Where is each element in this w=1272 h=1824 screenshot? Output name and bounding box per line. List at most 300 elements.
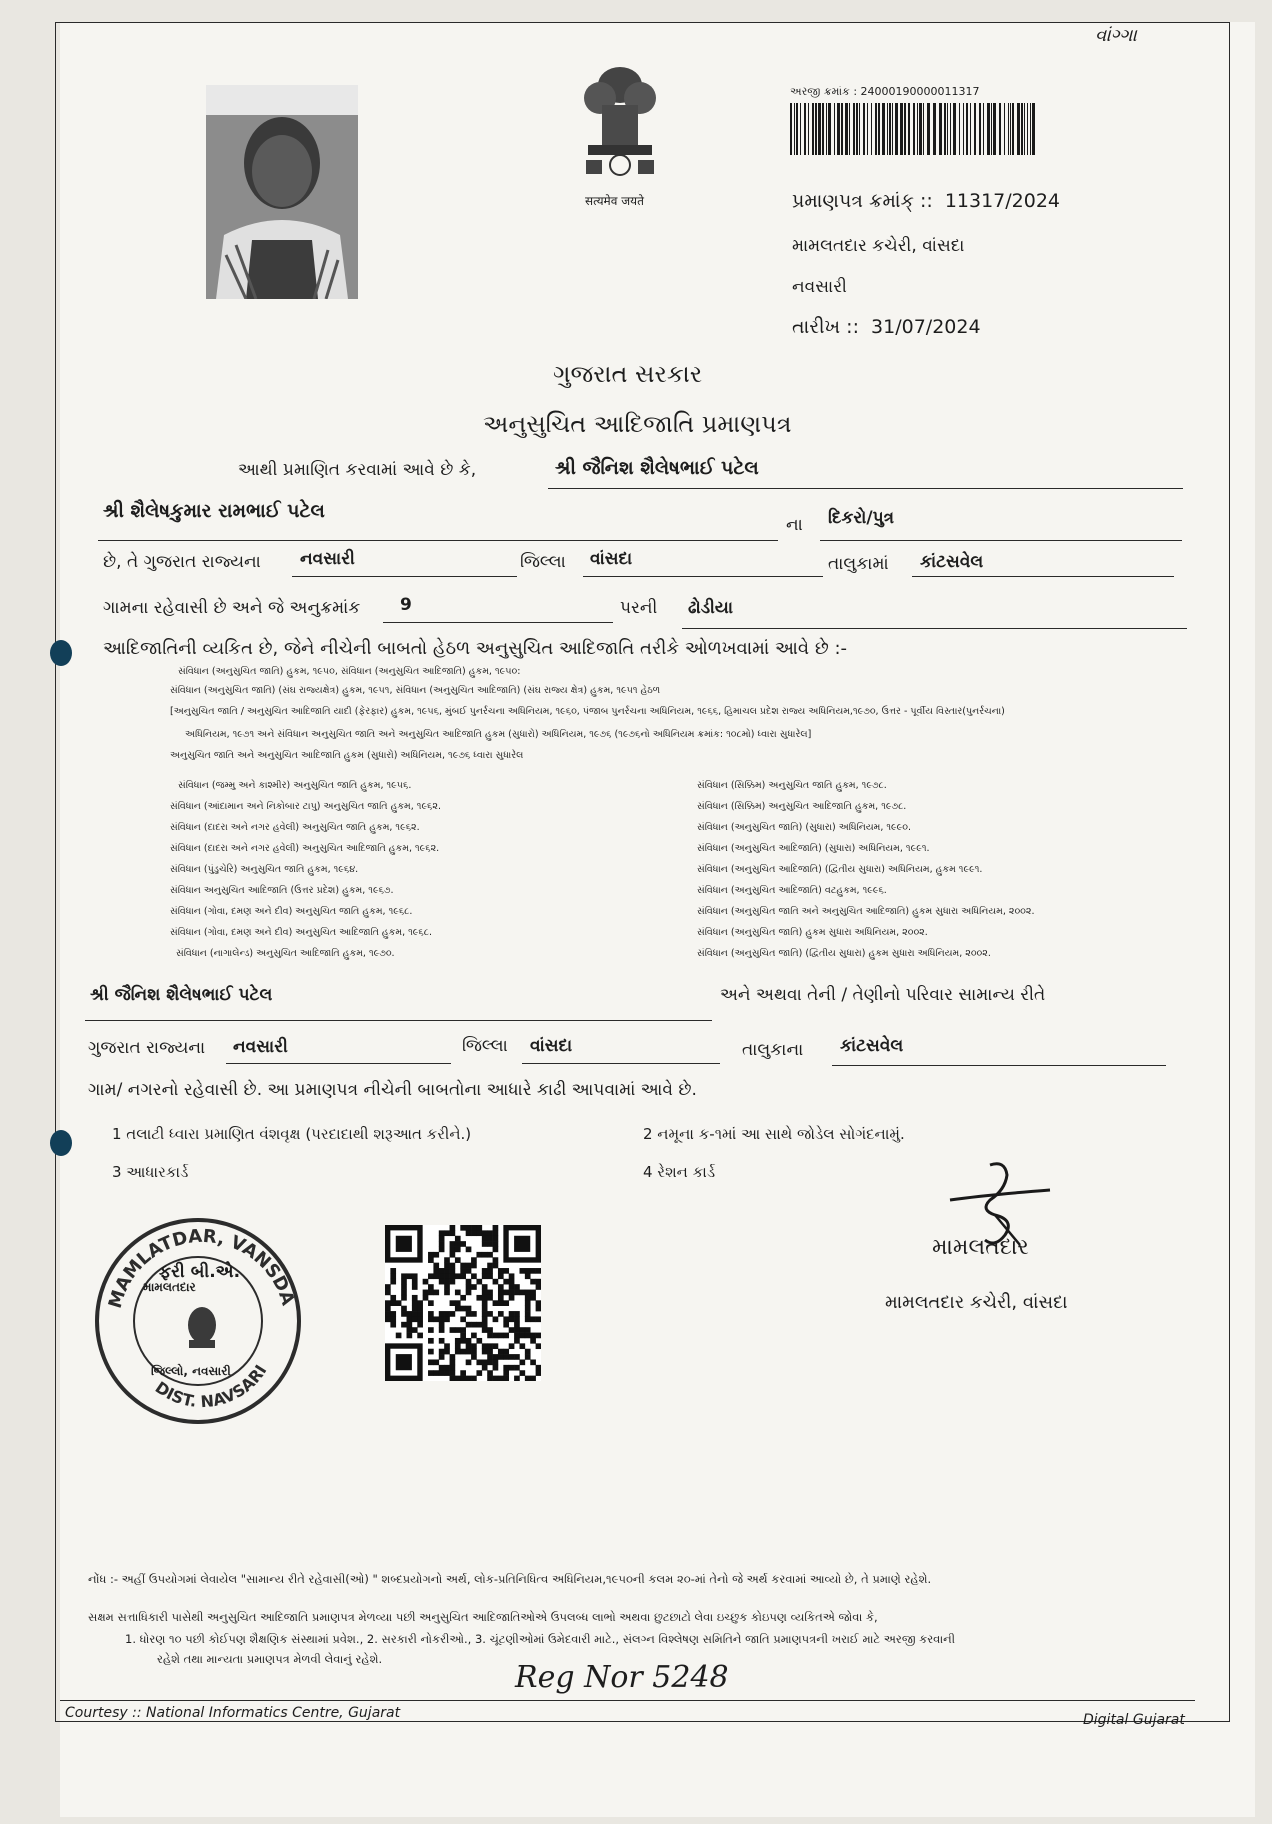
qr-module [514,1322,520,1328]
qr-module [423,1295,429,1301]
qr-module [444,1230,450,1236]
qr-module [498,1284,504,1290]
applicant-photo [206,85,358,299]
qr-module [503,1376,509,1381]
certificate-number-value: 11317/2024 [944,190,1061,212]
qr-module [401,1295,407,1301]
qr-module [493,1230,499,1236]
punch-hole-bottom [50,1130,72,1156]
qr-module [493,1333,499,1339]
qr-module [471,1257,477,1263]
certificate-number [792,190,1060,212]
qr-module [514,1327,520,1333]
qr-module [439,1349,445,1355]
qr-module [466,1247,472,1253]
qr-module [536,1268,541,1274]
state-prefix: છે, તે ગુજરાત રાજ્યના [103,552,261,572]
barcode-bar [895,103,898,155]
barcode-bar [913,103,915,155]
qr-module [482,1306,488,1312]
qr-module [498,1273,504,1279]
qr-module [509,1279,515,1285]
qr-module [525,1316,531,1322]
barcode-bar [812,103,814,155]
qr-module [439,1338,445,1344]
order-left: સંવિધાન (જમ્મુ અને કાશ્મીર) અનુસુચિત જાતિ હુકમ, ૧૯૫૬. [178,780,412,791]
qr-module [450,1354,456,1360]
qr-module [466,1268,472,1274]
qr-module [530,1316,536,1322]
barcode-bar [790,103,792,155]
qr-module [401,1284,407,1290]
qr-module [450,1263,456,1269]
qr-module [498,1268,504,1274]
qr-module [460,1295,466,1301]
order-top-1: સંવિધાન (અનુસુચિત જાતિ) હુકમ, ૧૯૫૦, સંવિધાન (અનુસુચિત આદિજાતિ) હુકમ, ૧૯૫૦: [178,666,521,677]
qr-module [519,1343,525,1349]
qr-module [439,1354,445,1360]
qr-module [509,1316,515,1322]
qr-module [450,1268,456,1274]
qr-module [536,1343,541,1349]
qr-module [519,1359,525,1365]
barcode-bar [944,103,946,155]
qr-module [493,1241,499,1247]
government-heading: ગુજરાત સરકાર [553,360,703,388]
district-value: નવસારી [300,549,355,569]
barcode-bar [878,103,880,155]
qr-module [519,1333,525,1339]
qr-module [514,1354,520,1360]
qr-module [482,1268,488,1274]
taluka-line [583,576,823,577]
qr-module [536,1284,541,1290]
qr-module [466,1225,472,1231]
qr-module [476,1322,482,1328]
family-village: કાંટસવેલ [840,1036,904,1056]
qr-module [519,1268,525,1274]
barcode-bar [939,103,942,155]
tribe-value: ઢોડીયા [688,598,733,618]
qr-module [450,1327,456,1333]
issuing-district: નવસારી [792,277,847,297]
qr-module [536,1316,541,1322]
qr-module [482,1343,488,1349]
qr-module [493,1365,499,1371]
barcode-bar [993,103,996,155]
qr-module [466,1306,472,1312]
qr-module [487,1241,493,1247]
qr-module [530,1333,536,1339]
qr-module [530,1290,536,1296]
qr-module [536,1306,541,1312]
qr-module [455,1300,461,1306]
father-name: શ્રી શૈલેષકુમાર રામભાઈ પટેલ [103,500,325,522]
qr-module [471,1284,477,1290]
qr-module [428,1290,434,1296]
barcode-bar [1004,103,1005,155]
punch-hole-top [50,640,72,666]
order-right: સંવિધાન (અનુસુચિત આદિજાતિ) (સુધારા) અધિનિયમ, ૧૯૯૧. [697,843,930,854]
order-top-5: અનુસુચિત જાતિ અને અનુસુચિત આદિજાતિ હુકમ (સુધારો) અધિનિયમ, ૧૯૭૬ ધ્વારા સુધારેલ [170,750,524,761]
qr-module [428,1252,434,1258]
seal-overlay-text: ફરી બી.એ. [159,1262,241,1282]
application-label: અરજી ક્રમાંક : [790,85,858,98]
family-state-prefix: ગુજરાત રાજ્યના [88,1038,206,1058]
qr-module [439,1241,445,1247]
qr-module [390,1279,396,1285]
qr-module [444,1268,450,1274]
barcode-bar [834,103,835,155]
qr-module [455,1343,461,1349]
qr-module [519,1370,525,1376]
taluka-value: વાંસદા [590,549,633,569]
qr-module [525,1354,531,1360]
district-label: જિલ્લા [520,552,566,572]
qr-module [455,1273,461,1279]
qr-module [493,1247,499,1253]
qr-module [412,1273,418,1279]
qr-module [412,1284,418,1290]
qr-module [439,1273,445,1279]
qr-module [487,1252,493,1258]
qr-module [407,1333,413,1339]
qr-module [487,1343,493,1349]
qr-module [530,1338,536,1344]
qr-module [503,1279,509,1285]
barcode-bar [927,103,930,155]
qr-module [476,1295,482,1301]
qr-module [407,1322,413,1328]
qr-module [439,1279,445,1285]
family-district-label: જિલ્લા [462,1036,508,1056]
qr-module [525,1306,531,1312]
barcode-bar [1027,103,1028,155]
qr-module [530,1376,536,1381]
barcode-bar [917,103,918,155]
qr-module [493,1300,499,1306]
qr-module [466,1263,472,1269]
qr-module [482,1316,488,1322]
qr-module [401,1273,407,1279]
qr-module [455,1290,461,1296]
qr-module [536,1370,541,1376]
qr-module [466,1290,472,1296]
barcode-bar [923,103,924,155]
qr-module [487,1333,493,1339]
qr-module [525,1376,531,1381]
order-right: સંવિધાન (અનુસુચિત જાતિ) હુકમ સુધારા અધિનિયમ, ૨૦૦૨. [697,927,928,938]
qr-module [482,1290,488,1296]
family-district: નવસારી [233,1037,288,1057]
qr-module [482,1273,488,1279]
person-name: શ્રી જૈનિશ શૈલેષભાઈ પટેલ [555,457,759,479]
order-left: સંવિધાન (દાદરા અને નગર હવેલી) અનુસુચિત જાતિ હુકમ, ૧૯૬૨. [170,822,420,833]
qr-module [514,1311,520,1317]
qr-module [482,1252,488,1258]
qr-module [417,1311,423,1317]
qr-module [493,1257,499,1263]
barcode-bar [908,103,910,155]
qr-module [450,1376,456,1381]
qr-module [433,1290,439,1296]
qr-module [444,1284,450,1290]
qr-module [460,1241,466,1247]
barcode-bar [1008,103,1009,155]
barcode-bar [892,103,893,155]
village-value: કાંટસવેલ [920,552,984,572]
barcode-bar [974,103,976,155]
qr-module [460,1316,466,1322]
qr-module [433,1273,439,1279]
relation: દિકરો/પુત્ર [828,508,895,528]
basis-item-4: 4 રેશન કાર્ડ [643,1163,716,1181]
qr-module [444,1311,450,1317]
qr-module [482,1236,488,1242]
barcode-bar [863,103,865,155]
family-district-line [226,1063,451,1064]
qr-module [460,1349,466,1355]
qr-module [493,1354,499,1360]
qr-module [390,1322,396,1328]
qr-finder-pattern [514,1236,530,1252]
barcode-bar [794,103,795,155]
qr-module [428,1316,434,1322]
qr-module [428,1273,434,1279]
qr-module [450,1273,456,1279]
qr-module [460,1268,466,1274]
qr-module [476,1370,482,1376]
qr-module [525,1290,531,1296]
serial-line [383,622,613,623]
date-label: તારીખ :: [792,316,859,338]
qr-module [487,1327,493,1333]
qr-module [466,1284,472,1290]
qr-module [493,1263,499,1269]
qr-module [487,1268,493,1274]
order-top-3: [અનુસુચિત જાતિ / અનુસુચિત આદિજાતિ યાદી (ફેરફાર) હુકમ, ૧૯૫૬, મુંબઈ પુનર્રચના અધિનિયમ, ૧૯૬૦, પંજાબ પુનર્રચના અધિનિયમ, ૧૯૬૬, હિમાચલ પ્રદેશ રાજ્ય અધિનિયમ,૧૯૭૦, ઉત્તર - પૂર્વીય વિસ્તાર(પુનર્રચના) [170,706,1005,717]
qr-module [509,1343,515,1349]
order-left: સંવિધાન (ગોવા, દમણ અને દીવ) અનુસુચિત જાતિ હુકમ, ૧૯૬૮. [170,906,413,917]
qr-module [503,1322,509,1328]
recognized-text: આદિજાતિની વ્યકિત છે, જેને નીચેની બાબતો હેઠળ અનુસુચિત આદિજાતિ તરીકે ઓળખવામાં આવે છે :- [103,638,848,659]
qr-module [471,1343,477,1349]
qr-module [417,1300,423,1306]
qr-module [439,1236,445,1242]
qr-module [487,1349,493,1355]
family-person-line [85,1020,712,1021]
barcode-bar [970,103,971,155]
qr-module [444,1263,450,1269]
qr-module [412,1300,418,1306]
qr-module [385,1300,391,1306]
qr-module [407,1327,413,1333]
barcode-bar [818,103,821,155]
footer-digital-gujarat: Digital Gujarat [1083,1712,1185,1728]
qr-module [428,1300,434,1306]
qr-module [466,1343,472,1349]
qr-module [482,1284,488,1290]
qr-module [450,1311,456,1317]
order-right: સંવિધાન (સિક્કિમ) અનુસુચિત જાતિ હુકમ, ૧૯૭૮. [697,780,887,791]
qr-module [487,1263,493,1269]
qr-module [487,1376,493,1381]
family-village-line [832,1065,1166,1066]
qr-module [390,1295,396,1301]
qr-module [509,1311,515,1317]
qr-module [439,1311,445,1317]
qr-module [466,1279,472,1285]
taluka-label: તાલુકામાં [828,554,889,574]
qr-module [525,1327,531,1333]
barcode-bar [950,103,951,155]
qr-module [428,1349,434,1355]
qr-module [423,1290,429,1296]
note-3: 1. ધોરણ ૧૦ પછી કોઈપણ શૈક્ષણિક સંસ્થામાં પ્રવેશ., 2. સરકારી નોકરીઓ., 3. ચૂંટણીઓમાં ઉમેદવારી માટે., સંલગ્ન વિશ્લેષણ સમિતિને જાતિ પ્રમાણપત્રની ખરાઈ માટે અરજી કરવાની [125,1632,956,1646]
qr-module [433,1370,439,1376]
qr-module [482,1359,488,1365]
barcode-bar [837,103,840,155]
qr-module [466,1322,472,1328]
order-right: સંવિધાન (અનુસુચિત જાતિ) (દ્વિતીય સુધારા) હુકમ સુધારા અધિનિયમ, ૨૦૦૨. [697,948,991,959]
qr-module [385,1311,391,1317]
qr-module [412,1316,418,1322]
qr-module [471,1230,477,1236]
family-text: અને અથવા તેની / તેણીનો પરિવાર સામાન્ય રીતે [720,985,1046,1005]
svg-text:MAMLATDAR, VANSDA: MAMLATDAR, VANSDA [104,1225,299,1311]
qr-module [514,1284,520,1290]
verification-qr-code [385,1225,541,1381]
qr-module [444,1343,450,1349]
qr-module [487,1290,493,1296]
signatory-office: મામલતદાર કચેરી, વાંસદા [885,1292,1068,1313]
qr-module [525,1349,531,1355]
qr-finder-pattern [396,1354,412,1370]
qr-module [466,1338,472,1344]
date-value: 31/07/2024 [871,316,981,338]
qr-module [530,1359,536,1365]
qr-module [503,1354,509,1360]
barcode-bar [889,103,891,155]
qr-module [509,1284,515,1290]
qr-module [482,1230,488,1236]
qr-module [401,1311,407,1317]
qr-module [450,1252,456,1258]
qr-module [498,1300,504,1306]
barcode-bar [849,103,850,155]
qr-module [514,1316,520,1322]
barcode-bar [828,103,831,155]
qr-module [471,1322,477,1328]
order-left: સંવિધાન અનુસુચિત આદિજાતિ (ઉત્તર પ્રદેશ) હુકમ, ૧૯૬૭. [170,885,394,896]
barcode-bar [796,103,798,155]
qr-module [493,1225,499,1231]
qr-module [498,1311,504,1317]
qr-module [503,1300,509,1306]
qr-module [471,1263,477,1269]
signatory-title: મામલતદાર [932,1235,1029,1260]
qr-module [444,1316,450,1322]
qr-module [514,1338,520,1344]
emblem-motto: सत्यमेव जयते [585,194,644,208]
resident-text: ગામના રહેવાસી છે અને જે અનુક્રમાંક [103,598,361,618]
family-resident-text: ગામ/ નગરનો રહેવાસી છે. આ પ્રમાણપત્ર નીચેની બાબતોના આધારે કાઢી આપવામાં આવે છે. [88,1080,697,1100]
note-1: નોંધ :- અહીં ઉપયોગમાં લેવાયેલ "સામાન્ય રીતે રહેવાસી(ઓ) " શબ્દપ્રયોગનો અર્થ, લોક-પ્રતિનિધિત્વ અધિનિયમ,૧૯૫૦ની કલમ ૨૦-માં તેનો જે અર્થ કરવામાં આવ્યો છે, તે પ્રમાણે રહેશે. [88,1572,932,1586]
qr-module [514,1376,520,1381]
barcode-bar [953,103,956,155]
qr-module [439,1316,445,1322]
qr-module [444,1370,450,1376]
qr-module [433,1268,439,1274]
qr-module [428,1338,434,1344]
qr-module [455,1327,461,1333]
svg-text:DIST. NAVSARI: DIST. NAVSARI [151,1361,271,1412]
qr-module [455,1338,461,1344]
barcode [790,103,1035,155]
mamlatdar-seal [95,1218,301,1424]
qr-module [482,1349,488,1355]
qr-module [476,1252,482,1258]
qr-module [514,1290,520,1296]
barcode-bar [822,103,824,155]
qr-module [525,1268,531,1274]
qr-module [514,1333,520,1339]
qr-module [536,1365,541,1371]
barcode-bar [867,103,868,155]
order-left: સંવિધાન (દાદરા અને નગર હવેલી) અનુસુચિત આદિજાતિ હુકમ, ૧૯૬૨. [170,843,440,854]
qr-module [444,1349,450,1355]
qr-module [390,1300,396,1306]
order-top-2: સંવિધાન (અનુસુચિત જાતિ) (સંઘ રાજ્યક્ષેત્ર) હુકમ, ૧૯૫૧, સંવિધાન (અનુસુચિત આદિજાતિ) (સંઘ રાજ્ય ક્ષેત્ર) હુકમ, ૧૯૫૧ હેઠળ [170,685,661,696]
qr-module [471,1225,477,1231]
barcode-bar [1021,103,1023,155]
qr-module [493,1343,499,1349]
qr-module [525,1311,531,1317]
qr-module [487,1354,493,1360]
qr-module [503,1349,509,1355]
barcode-bar [999,103,1001,155]
qr-module [536,1279,541,1285]
qr-module [482,1322,488,1328]
qr-module [476,1279,482,1285]
qr-module [444,1365,450,1371]
order-left: સંવિધાન (પુંડુચેરિ) અનુસુચિત જાતિ હુકમ, ૧૯૬૪. [170,864,359,875]
qr-module [498,1333,504,1339]
qr-module [407,1273,413,1279]
qr-module [514,1365,520,1371]
qr-module [417,1322,423,1328]
qr-module [476,1359,482,1365]
issuing-office: મામલતદાર કચેરી, વાંસદા [792,236,965,256]
note-4: રહેશે તથા માન્યતા પ્રમાણપત્ર મેળવી લેવાનું રહેશે. [157,1652,383,1666]
basis-item-3: 3 આધારકાર્ડ [112,1163,189,1181]
qr-module [423,1279,429,1285]
qr-module [450,1230,456,1236]
qr-module [439,1327,445,1333]
qr-module [471,1333,477,1339]
qr-module [450,1279,456,1285]
barcode-bar [1024,103,1025,155]
qr-module [466,1349,472,1355]
qr-module [466,1311,472,1317]
qr-module [471,1376,477,1381]
barcode-bar [859,103,860,155]
barcode-bar [959,103,960,155]
qr-module [460,1273,466,1279]
qr-module [401,1322,407,1328]
order-right: સંવિધાન (અનુસુચિત જાતિ અને અનુસુચિત આદિજાતિ) હુકમ સુધારા અધિનિયમ, ૨૦૦૨. [697,906,1035,917]
footer-courtesy: Courtesy :: National Informatics Centre, Gujarat [65,1705,401,1721]
